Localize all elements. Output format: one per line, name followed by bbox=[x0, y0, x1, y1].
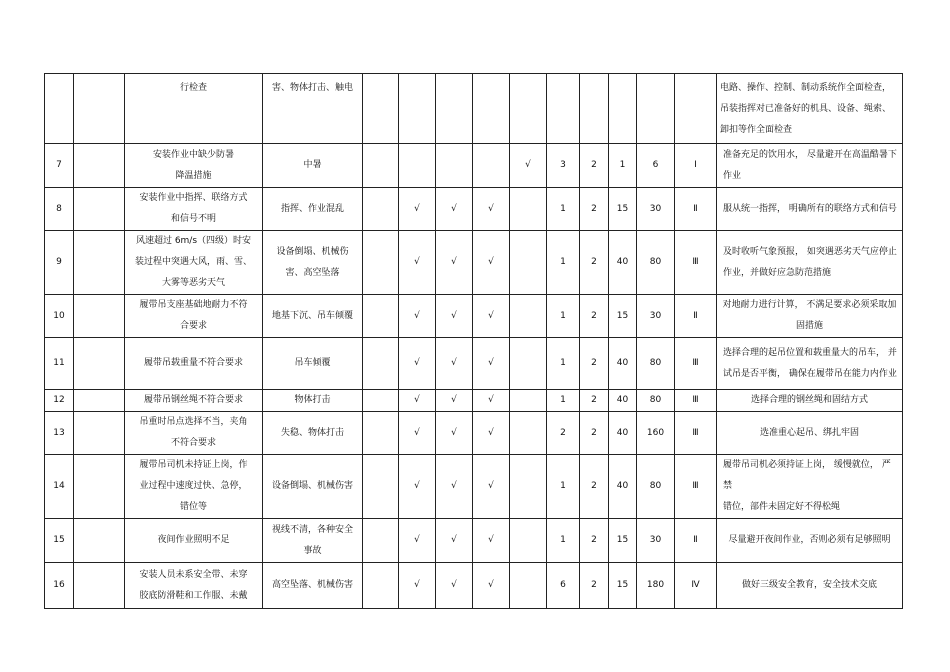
cell-consequence: 吊车倾覆 bbox=[263, 338, 363, 390]
cell-no bbox=[45, 74, 74, 144]
cell-D bbox=[637, 74, 675, 144]
cell-blank bbox=[74, 563, 125, 609]
cell-level: Ⅲ bbox=[675, 412, 717, 455]
cell-consequence: 物体打击 bbox=[263, 390, 363, 412]
cell-D: 80 bbox=[637, 338, 675, 390]
cell-measure: 准备充足的饮用水， 尽量避开在高温酷暑下 作业 bbox=[717, 144, 903, 188]
cell-hazard: 吊重时吊点选择不当，夹角 不符合要求 bbox=[125, 412, 263, 455]
cell-hazard: 风速超过 6m/s（四级）时安 装过程中突遇大风，雨、雪、 大雾等恶劣天气 bbox=[125, 231, 263, 295]
cell-no: 14 bbox=[45, 455, 74, 519]
table-row bbox=[45, 338, 903, 390]
cell-E: 2 bbox=[580, 338, 609, 390]
cell-blank bbox=[74, 412, 125, 455]
table-body bbox=[45, 74, 903, 609]
cell-level: Ⅱ bbox=[675, 295, 717, 338]
cell-E: 2 bbox=[580, 144, 609, 188]
cell-c2: √ bbox=[399, 188, 436, 231]
table-row bbox=[45, 74, 903, 144]
cell-c2: √ bbox=[399, 455, 436, 519]
cell-L: 3 bbox=[547, 144, 580, 188]
cell-blank bbox=[74, 519, 125, 563]
cell-c2: √ bbox=[399, 563, 436, 609]
cell-D: 80 bbox=[637, 231, 675, 295]
cell-L: 2 bbox=[547, 412, 580, 455]
cell-hazard: 安装作业中指挥、联络方式 和信号不明 bbox=[125, 188, 263, 231]
cell-no: 11 bbox=[45, 338, 74, 390]
cell-L: 1 bbox=[547, 455, 580, 519]
cell-level: Ⅱ bbox=[675, 188, 717, 231]
table-row bbox=[45, 455, 903, 519]
cell-measure: 服从统一指挥， 明确所有的联络方式和信号 bbox=[717, 188, 903, 231]
cell-consequence: 地基下沉、吊车倾覆 bbox=[263, 295, 363, 338]
cell-measure: 选择合理的起吊位置和载重量大的吊车， 并 试吊是否平衡， 确保在履带吊在能力内作业 bbox=[717, 338, 903, 390]
cell-c5 bbox=[510, 519, 547, 563]
cell-blank bbox=[74, 295, 125, 338]
cell-no: 8 bbox=[45, 188, 74, 231]
cell-c1 bbox=[363, 144, 399, 188]
cell-c4: √ bbox=[473, 295, 510, 338]
cell-c3: √ bbox=[436, 455, 473, 519]
cell-D: 80 bbox=[637, 455, 675, 519]
cell-no: 10 bbox=[45, 295, 74, 338]
cell-consequence: 中暑 bbox=[263, 144, 363, 188]
cell-c4: √ bbox=[473, 188, 510, 231]
cell-C: 40 bbox=[609, 455, 637, 519]
table-row bbox=[45, 412, 903, 455]
cell-L: 1 bbox=[547, 338, 580, 390]
cell-D: 180 bbox=[637, 563, 675, 609]
cell-blank bbox=[74, 188, 125, 231]
cell-c3: √ bbox=[436, 412, 473, 455]
cell-c3: √ bbox=[436, 231, 473, 295]
cell-c4: √ bbox=[473, 563, 510, 609]
cell-blank bbox=[74, 144, 125, 188]
cell-D: 6 bbox=[637, 144, 675, 188]
cell-c1 bbox=[363, 295, 399, 338]
cell-E: 2 bbox=[580, 231, 609, 295]
cell-c2: √ bbox=[399, 519, 436, 563]
cell-no: 15 bbox=[45, 519, 74, 563]
cell-c1 bbox=[363, 338, 399, 390]
cell-measure: 履带吊司机必须持证上岗， 缓慢就位， 严禁 错位，部件未固定好不得松绳 bbox=[717, 455, 903, 519]
cell-c3: √ bbox=[436, 519, 473, 563]
cell-E: 2 bbox=[580, 188, 609, 231]
cell-c5 bbox=[510, 188, 547, 231]
cell-hazard: 履带吊载重量不符合要求 bbox=[125, 338, 263, 390]
cell-c2: √ bbox=[399, 295, 436, 338]
cell-level: Ⅲ bbox=[675, 390, 717, 412]
cell-D: 80 bbox=[637, 390, 675, 412]
cell-hazard: 履带吊钢丝绳不符合要求 bbox=[125, 390, 263, 412]
cell-measure: 电路、操作、控制、制动系统作全面检查， 吊装指挥对已准备好的机具、设备、绳索、 卸扣等作全面检查 bbox=[717, 74, 903, 144]
cell-L: 1 bbox=[547, 295, 580, 338]
cell-E: 2 bbox=[580, 455, 609, 519]
cell-hazard: 履带吊支座基础地耐力不符 合要求 bbox=[125, 295, 263, 338]
cell-blank bbox=[74, 455, 125, 519]
cell-c3: √ bbox=[436, 390, 473, 412]
cell-c5 bbox=[510, 338, 547, 390]
cell-c5 bbox=[510, 295, 547, 338]
cell-c4: √ bbox=[473, 231, 510, 295]
cell-c5 bbox=[510, 455, 547, 519]
cell-E: 2 bbox=[580, 519, 609, 563]
cell-level: Ⅰ bbox=[675, 144, 717, 188]
cell-no: 16 bbox=[45, 563, 74, 609]
cell-no: 7 bbox=[45, 144, 74, 188]
cell-L: 1 bbox=[547, 519, 580, 563]
cell-no: 9 bbox=[45, 231, 74, 295]
cell-c3 bbox=[436, 144, 473, 188]
cell-E: 2 bbox=[580, 412, 609, 455]
cell-E: 2 bbox=[580, 563, 609, 609]
cell-L: 1 bbox=[547, 231, 580, 295]
cell-consequence: 设备倒塌、机械伤 害、高空坠落 bbox=[263, 231, 363, 295]
table-row bbox=[45, 519, 903, 563]
cell-c1 bbox=[363, 412, 399, 455]
cell-measure: 尽量避开夜间作业，否则必须有足够照明 bbox=[717, 519, 903, 563]
table-row bbox=[45, 563, 903, 609]
cell-c5 bbox=[510, 231, 547, 295]
cell-c2 bbox=[399, 144, 436, 188]
cell-c4 bbox=[473, 74, 510, 144]
cell-c5: √ bbox=[510, 144, 547, 188]
cell-blank bbox=[74, 231, 125, 295]
cell-c2: √ bbox=[399, 390, 436, 412]
cell-no: 12 bbox=[45, 390, 74, 412]
cell-level: Ⅱ bbox=[675, 519, 717, 563]
cell-D: 30 bbox=[637, 295, 675, 338]
cell-c2: √ bbox=[399, 338, 436, 390]
cell-hazard: 安装作业中缺少防暑 降温措施 bbox=[125, 144, 263, 188]
cell-C: 40 bbox=[609, 338, 637, 390]
cell-E bbox=[580, 74, 609, 144]
cell-C: 1 bbox=[609, 144, 637, 188]
cell-c5 bbox=[510, 563, 547, 609]
cell-measure: 做好三级安全教育，安全技术交底 bbox=[717, 563, 903, 609]
cell-consequence: 设备倒塌、机械伤害 bbox=[263, 455, 363, 519]
cell-L: 6 bbox=[547, 563, 580, 609]
cell-E: 2 bbox=[580, 390, 609, 412]
cell-C: 15 bbox=[609, 563, 637, 609]
cell-consequence: 高空坠落、机械伤害 bbox=[263, 563, 363, 609]
cell-c1 bbox=[363, 455, 399, 519]
cell-c4: √ bbox=[473, 412, 510, 455]
table-row bbox=[45, 144, 903, 188]
cell-level: Ⅲ bbox=[675, 231, 717, 295]
cell-blank bbox=[74, 74, 125, 144]
table-row bbox=[45, 390, 903, 412]
cell-hazard: 行检查 bbox=[125, 74, 263, 144]
cell-C: 15 bbox=[609, 519, 637, 563]
cell-C bbox=[609, 74, 637, 144]
cell-no: 13 bbox=[45, 412, 74, 455]
cell-c1 bbox=[363, 188, 399, 231]
cell-c4: √ bbox=[473, 390, 510, 412]
cell-measure: 选择合理的钢丝绳和固结方式 bbox=[717, 390, 903, 412]
cell-c2: √ bbox=[399, 412, 436, 455]
cell-consequence: 失稳、物体打击 bbox=[263, 412, 363, 455]
cell-hazard: 履带吊司机未持证上岗，作 业过程中速度过快、急停， 错位等 bbox=[125, 455, 263, 519]
cell-level: Ⅲ bbox=[675, 455, 717, 519]
cell-L bbox=[547, 74, 580, 144]
cell-level bbox=[675, 74, 717, 144]
cell-c3 bbox=[436, 74, 473, 144]
cell-c4: √ bbox=[473, 519, 510, 563]
cell-c1 bbox=[363, 519, 399, 563]
cell-C: 40 bbox=[609, 231, 637, 295]
cell-D: 30 bbox=[637, 188, 675, 231]
cell-c1 bbox=[363, 74, 399, 144]
risk-assessment-table bbox=[44, 73, 903, 609]
cell-D: 160 bbox=[637, 412, 675, 455]
cell-c4: √ bbox=[473, 338, 510, 390]
cell-L: 1 bbox=[547, 390, 580, 412]
cell-c3: √ bbox=[436, 563, 473, 609]
cell-c1 bbox=[363, 563, 399, 609]
cell-hazard: 安装人员未系安全带、未穿 胶底防滑鞋和工作服、未戴 bbox=[125, 563, 263, 609]
cell-level: Ⅳ bbox=[675, 563, 717, 609]
cell-c4: √ bbox=[473, 455, 510, 519]
cell-consequence: 害、物体打击、触电 bbox=[263, 74, 363, 144]
cell-c1 bbox=[363, 390, 399, 412]
cell-blank bbox=[74, 338, 125, 390]
table-row bbox=[45, 188, 903, 231]
cell-blank bbox=[74, 390, 125, 412]
cell-level: Ⅲ bbox=[675, 338, 717, 390]
cell-L: 1 bbox=[547, 188, 580, 231]
cell-c3: √ bbox=[436, 338, 473, 390]
table-row bbox=[45, 231, 903, 295]
cell-C: 15 bbox=[609, 188, 637, 231]
cell-C: 15 bbox=[609, 295, 637, 338]
cell-C: 40 bbox=[609, 412, 637, 455]
cell-E: 2 bbox=[580, 295, 609, 338]
cell-C: 40 bbox=[609, 390, 637, 412]
cell-c4 bbox=[473, 144, 510, 188]
cell-c1 bbox=[363, 231, 399, 295]
cell-hazard: 夜间作业照明不足 bbox=[125, 519, 263, 563]
cell-measure: 及时收听气象预报， 如突遇恶劣天气应停止 作业，并做好应急防范措施 bbox=[717, 231, 903, 295]
cell-measure: 选准重心起吊、绑扎牢固 bbox=[717, 412, 903, 455]
cell-c5 bbox=[510, 390, 547, 412]
cell-D: 30 bbox=[637, 519, 675, 563]
cell-measure: 对地耐力进行计算， 不满足要求必须采取加 固措施 bbox=[717, 295, 903, 338]
cell-c5 bbox=[510, 412, 547, 455]
table-row bbox=[45, 295, 903, 338]
cell-c2: √ bbox=[399, 231, 436, 295]
cell-c3: √ bbox=[436, 188, 473, 231]
cell-consequence: 指挥、作业混乱 bbox=[263, 188, 363, 231]
cell-consequence: 视线不清，各种安全 事故 bbox=[263, 519, 363, 563]
cell-c3: √ bbox=[436, 295, 473, 338]
cell-c5 bbox=[510, 74, 547, 144]
cell-c2 bbox=[399, 74, 436, 144]
